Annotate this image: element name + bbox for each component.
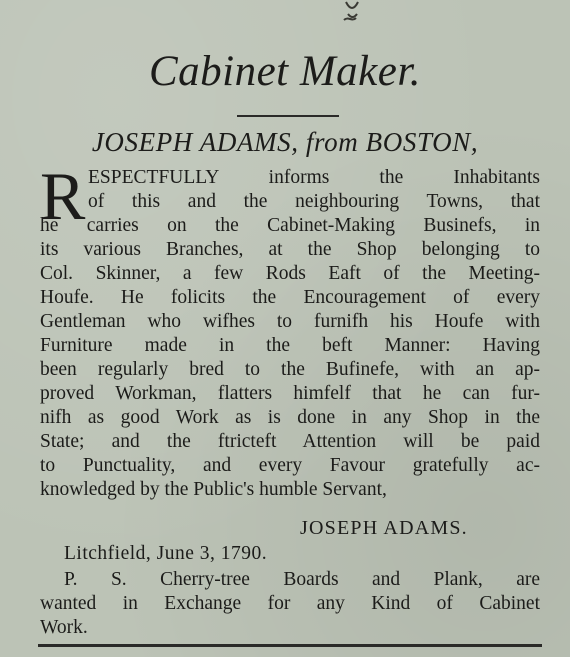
body-line: Furniture made in the beft Manner: Having bbox=[40, 335, 540, 356]
body-line: been regularly bred to the Bufinefe, with an ap- bbox=[40, 359, 540, 380]
body-line: he carries on the Cabinet-Making Businefs, in bbox=[40, 215, 540, 236]
body-line: to Punctuality, and every Favour gratefully ac- bbox=[40, 455, 540, 476]
byline: JOSEPH ADAMS, from BOSTON, bbox=[91, 127, 479, 157]
postscript-line: Work. bbox=[40, 617, 88, 638]
body-line: knowledged by the Public's humble Servant, bbox=[40, 479, 387, 500]
page-title: Cabinet Maker. bbox=[148, 48, 422, 95]
signature: JOSEPH ADAMS. bbox=[300, 517, 468, 539]
body-line: its various Branches, at the Shop belonging to bbox=[40, 239, 540, 260]
drop-cap: R bbox=[40, 158, 86, 234]
body-line: Houfe. He folicits the Encouragement of every bbox=[40, 287, 540, 308]
ornament-icon bbox=[340, 0, 364, 24]
postscript-line: P. S. Cherry-tree Boards and Plank, are bbox=[64, 569, 540, 590]
body-line: of this and the neighbouring Towns, that bbox=[88, 191, 540, 212]
body-line: State; and the ftricteft Attention will be paid bbox=[40, 431, 540, 452]
body-line: Gentleman who wifhes to furnifh his Houfe with bbox=[40, 311, 540, 332]
body-line: proved Workman, flatters himfelf that he can fur- bbox=[40, 383, 540, 404]
title-divider bbox=[237, 115, 339, 117]
dateline: Litchfield, June 3, 1790. bbox=[64, 543, 268, 564]
bottom-divider bbox=[38, 644, 542, 647]
postscript-line: wanted in Exchange for any Kind of Cabinet bbox=[40, 593, 540, 614]
body-line: nifh as good Work as is done in any Shop in the bbox=[40, 407, 540, 428]
body-line: ESPECTFULLY informs the Inhabitants bbox=[88, 167, 540, 188]
body-line: Col. Skinner, a few Rods Eaft of the Meeting- bbox=[40, 263, 540, 284]
